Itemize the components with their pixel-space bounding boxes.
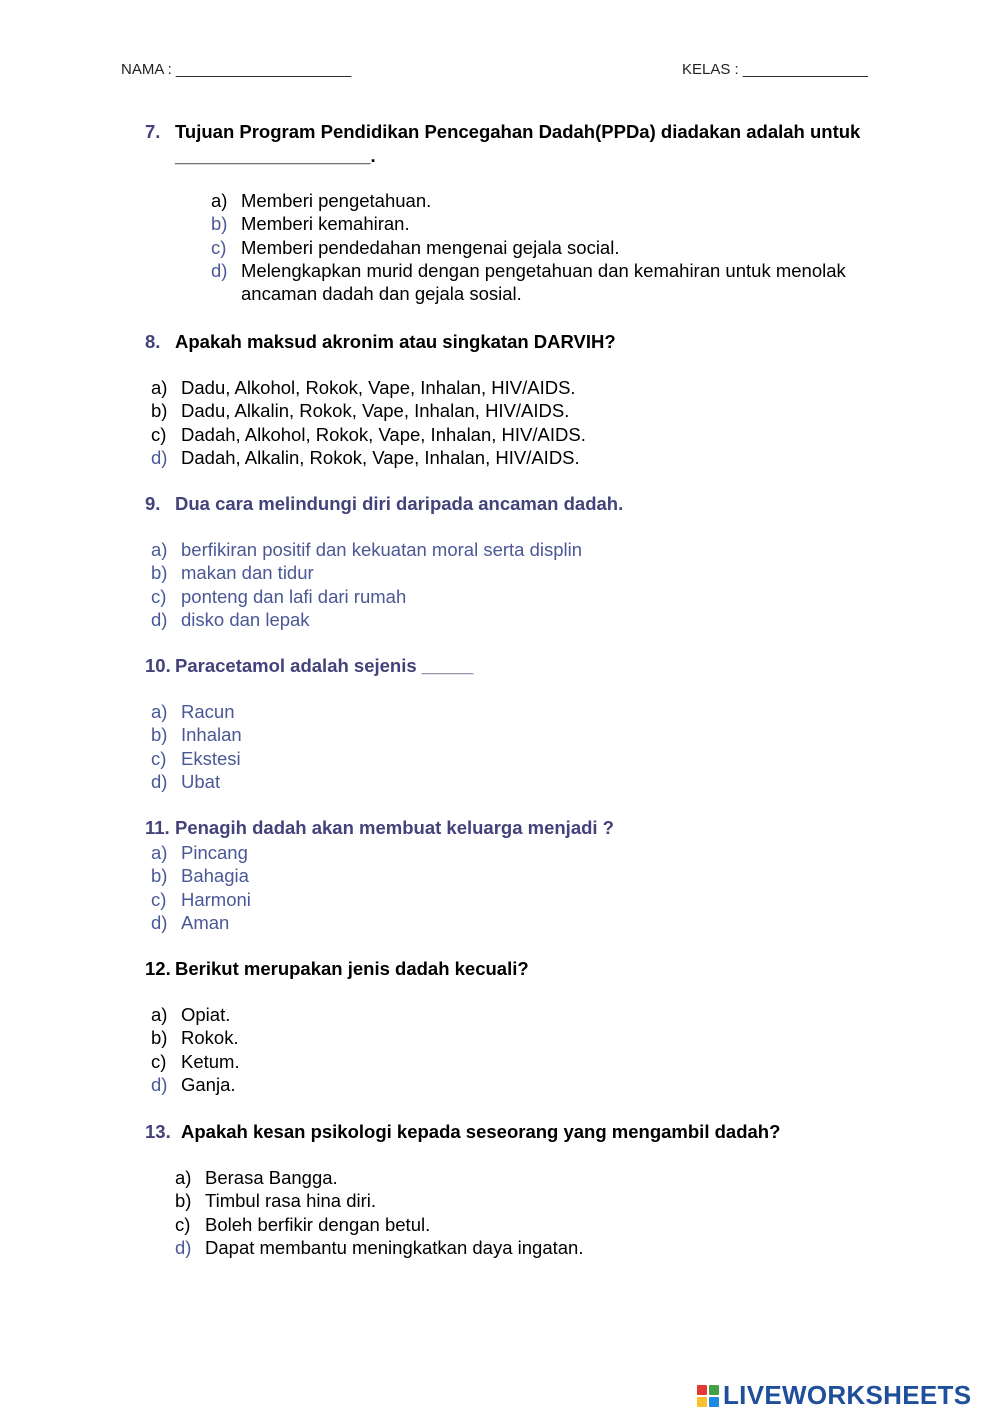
option-b[interactable] [151, 561, 851, 584]
option-a[interactable] [211, 189, 851, 212]
option-letter: d) [151, 1073, 168, 1095]
question-number: 11. [145, 817, 170, 838]
liveworksheets-logo [697, 1380, 971, 1411]
options-q12 [151, 1003, 851, 1096]
option-text: Rokok. [181, 1027, 239, 1049]
option-letter: c) [151, 585, 167, 607]
option-text: Dadu, Alkohol, Rokok, Vape, Inhalan, HIV/AIDS. [181, 377, 576, 398]
option-a[interactable] [151, 538, 851, 561]
logo-square [709, 1385, 719, 1395]
question-text: Berikut merupakan jenis dadah kecuali? [175, 958, 529, 979]
option-text: Ekstesi [181, 747, 241, 769]
logo-square [697, 1397, 707, 1407]
option-text: Melengkapkan murid dengan pengetahuan dan kemahiran untuk menolak ancaman dadah dan gejala sosial. [241, 259, 846, 305]
option-text: Ganja. [181, 1073, 236, 1095]
question-text: Tujuan Program Pendidikan Pencegahan Dadah(PPDa) diadakan adalah untuk ___________________. [175, 121, 861, 166]
question-7 [145, 120, 875, 168]
option-text: Dapat membantu meningkatkan daya ingatan. [205, 1236, 584, 1258]
option-d[interactable] [151, 1073, 851, 1096]
option-letter: d) [151, 911, 168, 933]
option-text: Memberi pengetahuan. [241, 190, 432, 211]
option-c[interactable] [151, 888, 851, 911]
option-text: Ubat [181, 770, 221, 792]
option-b[interactable] [151, 723, 851, 746]
option-letter: a) [151, 539, 168, 560]
option-text: Timbul rasa hina diri. [205, 1190, 377, 1212]
option-b[interactable] [175, 1189, 875, 1212]
option-text: Memberi kemahiran. [241, 213, 410, 235]
option-letter: a) [151, 701, 168, 722]
option-letter: a) [151, 377, 168, 398]
question-text: Apakah kesan psikologi kepada seseorang yang mengambil dadah? [181, 1121, 781, 1142]
option-letter: b) [151, 400, 168, 422]
option-a[interactable] [175, 1166, 875, 1189]
option-letter: b) [151, 724, 168, 746]
question-11 [145, 816, 875, 840]
question-number: 13. [145, 1121, 171, 1142]
option-text: Racun [181, 701, 235, 722]
option-text: Aman [181, 911, 230, 933]
question-number: 8. [145, 331, 161, 352]
options-q9 [151, 538, 851, 631]
option-b[interactable] [211, 212, 851, 235]
option-c[interactable] [175, 1213, 875, 1236]
question-8 [145, 330, 875, 354]
option-d[interactable] [151, 911, 851, 934]
option-letter: d) [211, 259, 228, 281]
option-d[interactable] [211, 259, 851, 306]
question-13 [145, 1120, 875, 1144]
option-letter: d) [151, 770, 168, 792]
option-text: Inhalan [181, 724, 242, 746]
option-a[interactable] [151, 1003, 851, 1026]
option-text: Berasa Bangga. [205, 1167, 338, 1188]
option-text: Dadah, Alkalin, Rokok, Vape, Inhalan, HIV/AIDS. [181, 446, 580, 468]
option-d[interactable] [151, 446, 851, 469]
option-a[interactable] [151, 700, 851, 723]
option-text: Harmoni [181, 888, 251, 910]
option-letter: c) [151, 1050, 167, 1072]
option-letter: c) [151, 423, 167, 445]
option-letter: c) [175, 1213, 191, 1235]
option-a[interactable] [151, 376, 851, 399]
question-text: Penagih dadah akan membuat keluarga menjadi ? [175, 817, 614, 838]
question-number: 10. [145, 655, 171, 676]
question-9 [145, 492, 875, 516]
options-q7 [211, 189, 851, 305]
option-c[interactable] [151, 585, 851, 608]
option-text: makan dan tidur [181, 562, 314, 584]
option-text: Memberi pendedahan mengenai gejala social. [241, 236, 620, 258]
option-letter: a) [175, 1167, 192, 1188]
option-a[interactable] [151, 841, 851, 864]
option-c[interactable] [151, 1050, 851, 1073]
option-d[interactable] [151, 608, 851, 631]
options-q11 [151, 841, 851, 934]
option-letter: d) [151, 446, 168, 468]
option-letter: a) [151, 1004, 168, 1025]
option-text: Dadu, Alkalin, Rokok, Vape, Inhalan, HIV/AIDS. [181, 400, 570, 422]
option-text: berfikiran positif dan kekuatan moral serta displin [181, 539, 583, 560]
option-letter: c) [151, 888, 167, 910]
question-text: Dua cara melindungi diri daripada ancaman dadah. [175, 493, 624, 514]
option-c[interactable] [211, 236, 851, 259]
option-letter: a) [211, 190, 228, 211]
option-b[interactable] [151, 399, 851, 422]
option-letter: c) [151, 747, 167, 769]
option-text: Bahagia [181, 865, 249, 887]
option-b[interactable] [151, 864, 851, 887]
options-q13 [175, 1166, 875, 1259]
option-text: Dadah, Alkohol, Rokok, Vape, Inhalan, HIV/AIDS. [181, 423, 586, 445]
option-letter: d) [175, 1236, 192, 1258]
question-number: 7. [145, 121, 161, 142]
option-letter: b) [151, 865, 168, 887]
option-c[interactable] [151, 747, 851, 770]
option-text: Opiat. [181, 1004, 231, 1025]
option-letter: b) [175, 1190, 192, 1212]
option-letter: b) [151, 562, 168, 584]
class-field[interactable]: KELAS : _______________ [682, 61, 868, 78]
option-text: Ketum. [181, 1050, 240, 1072]
option-letter: b) [211, 213, 228, 235]
option-c[interactable] [151, 423, 851, 446]
logo-square [697, 1385, 707, 1395]
logo-mark-icon [697, 1385, 719, 1407]
options-q10 [151, 700, 851, 793]
question-10 [145, 654, 875, 678]
options-q8 [151, 376, 851, 469]
option-d[interactable] [175, 1236, 875, 1259]
option-text: ponteng dan lafi dari rumah [181, 585, 407, 607]
option-b[interactable] [151, 1026, 851, 1049]
name-field[interactable]: NAMA : _____________________ [121, 61, 352, 78]
logo-wordmark: LIVEWORKSHEETS [723, 1380, 972, 1410]
option-letter: d) [151, 608, 168, 630]
option-text: Boleh berfikir dengan betul. [205, 1213, 431, 1235]
option-letter: c) [211, 236, 227, 258]
option-letter: b) [151, 1027, 168, 1049]
question-number: 12. [145, 958, 171, 979]
option-text: Pincang [181, 842, 248, 863]
question-text: Apakah maksud akronim atau singkatan DARVIH? [175, 331, 616, 352]
option-text: disko dan lepak [181, 608, 310, 630]
option-letter: a) [151, 842, 168, 863]
question-number: 9. [145, 493, 161, 514]
question-text: Paracetamol adalah sejenis _____ [175, 655, 474, 676]
question-12 [145, 957, 875, 981]
logo-square [709, 1397, 719, 1407]
option-d[interactable] [151, 770, 851, 793]
